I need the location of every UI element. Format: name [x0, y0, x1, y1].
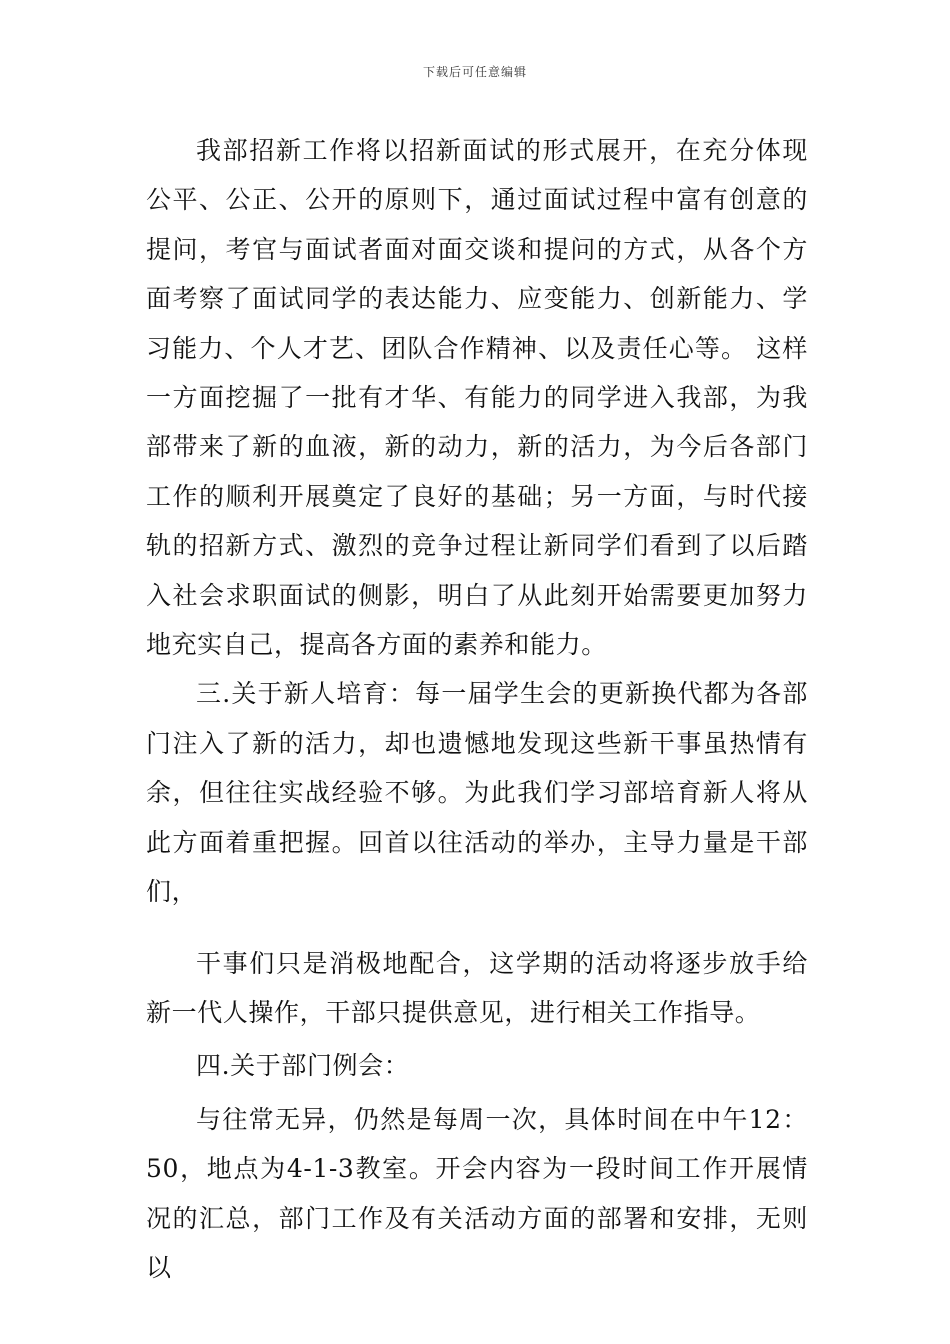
paragraph-recruitment: 我部招新工作将以招新面试的形式展开，在充分体现公平、公正、公开的原则下，通过面试过程中富有创意的提问，考官与面试者面对面交谈和提问的方式，从各个方面考察了面试同学的表达能力、应变能力、创新能力、学习能力、个人才艺、团队合作精神、以及责任心等。 这样一方面挖掘了一批有才华、有能力的同学进入我部，为我部带来了新的血液，新的动力，新的活力，为今后各部门工作的顺利开展奠定了良好的基础；另一方面，与时代接轨的招新方式、激烈的竞争过程让新同学们看到了以后踏入社会求职面试的侧影，明白了从此刻开始需要更加努力地充实自己，提高各方面的素养和能力。	[146, 136, 808, 660]
page-header: 下载后可任意编辑	[422, 65, 527, 79]
document-body	[146, 126, 808, 1292]
section-heading-meetings: 四.关于部门例会：	[196, 1051, 410, 1081]
paragraph-meeting-details: 与往常无异，仍然是每周一次，具体时间在中午12：50，地点为4-1-3教室。开会内容为一段时间工作开展情况的汇总，部门工作及有关活动方面的部署和安排，无则以	[146, 1104, 808, 1282]
paragraph-officers-guidance: 干事们只是消极地配合，这学期的活动将逐步放手给新一代人操作，干部只提供意见，进行相关工作指导。	[146, 948, 808, 1027]
paragraph-new-member-training: 三.关于新人培育：每一届学生会的更新换代都为各部门注入了新的活力，却也遗憾地发现这些新干事虽热情有余，但往往实战经验不够。为此我们学习部培育新人将从此方面着重把握。回首以往活动的举办，主导力量是干部们，	[146, 679, 808, 907]
